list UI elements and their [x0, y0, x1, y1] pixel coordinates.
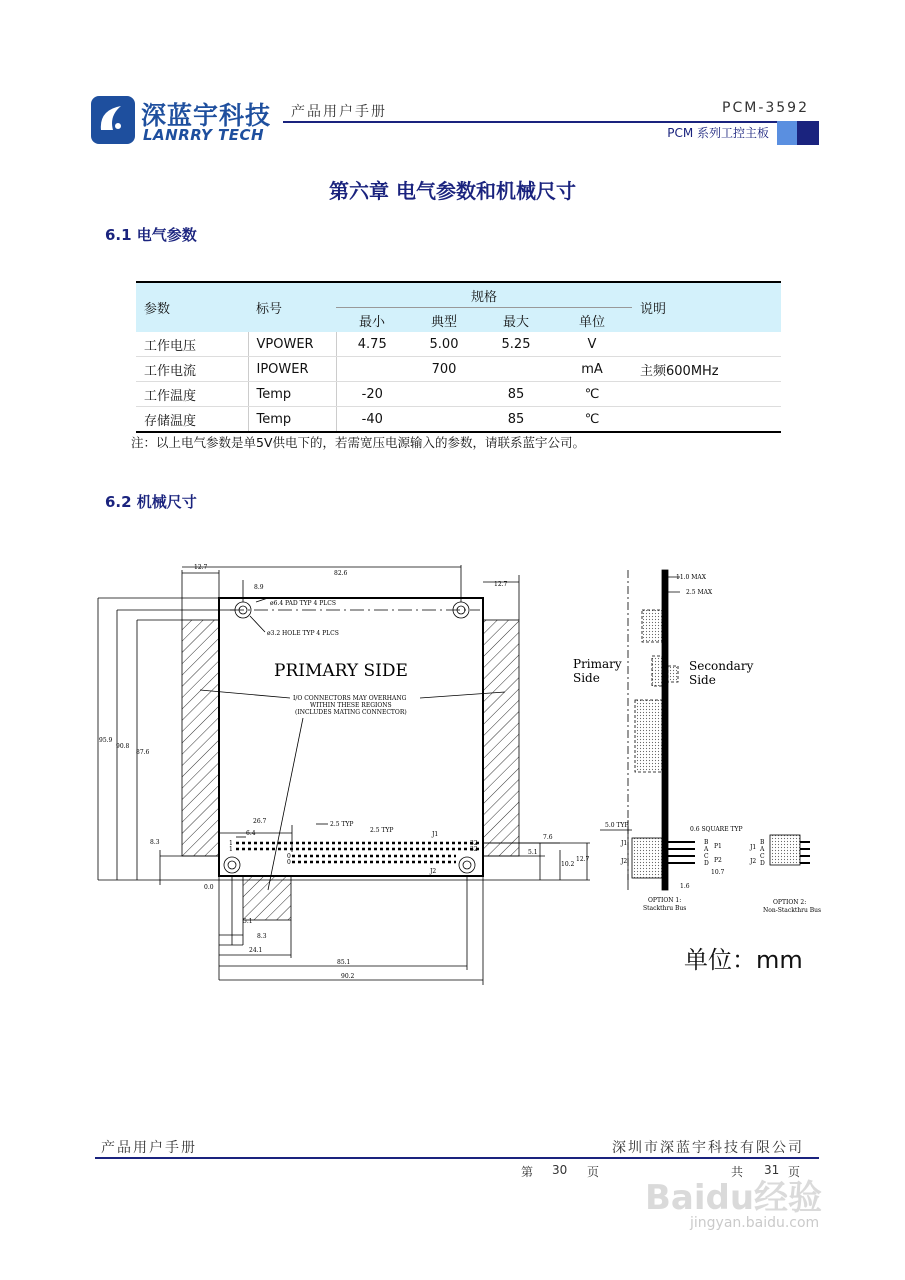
side-connector	[632, 838, 662, 878]
header-desc: 说明	[632, 282, 781, 332]
option2-sub: Non-Stackthru Bus	[763, 907, 822, 914]
side-secondary-label: Secondary	[689, 659, 754, 673]
header-spec: 规格	[336, 282, 632, 308]
overhang-region-right	[483, 620, 519, 856]
mechanical-drawing	[0, 540, 905, 1000]
cell-typ	[408, 407, 480, 433]
table-header-row	[136, 282, 781, 308]
cell-desc	[632, 332, 781, 357]
opt2-row-label: B	[760, 839, 765, 846]
dim-label: 85.1	[337, 959, 351, 966]
dim-label: 12.7	[194, 564, 208, 571]
dim-label: 90.8	[116, 743, 130, 750]
cell-symbol: VPOWER	[248, 332, 336, 357]
cell-symbol: IPOWER	[248, 357, 336, 382]
connector-label-j2: J2	[430, 868, 437, 875]
overhang-region-left	[182, 620, 219, 856]
cell-param: 工作电压	[136, 332, 248, 357]
dim-label: 11.0 MAX	[676, 574, 707, 581]
header-doc-title: 产品用户手册	[291, 104, 387, 120]
dim-label: 24.1	[249, 947, 263, 954]
opt2-row-label: C	[760, 853, 765, 860]
pad-note: ø6.4 PAD TYP 4 PLCS	[270, 600, 336, 607]
page-number: 30	[552, 1163, 568, 1177]
cell-typ: 700	[408, 357, 480, 382]
cell-typ	[408, 382, 480, 407]
table-row	[136, 357, 781, 382]
opt2-j2-label: J2	[750, 858, 757, 865]
dim-label: 10.2	[561, 861, 575, 868]
section-mechanical-title: 6.2 机械尺寸	[105, 493, 197, 511]
dim-label: 87.6	[136, 749, 150, 756]
footer-rule	[95, 1157, 819, 1159]
side-component	[668, 666, 678, 682]
cell-symbol: Temp	[248, 407, 336, 433]
cell-desc: 主频600MHz	[632, 357, 781, 382]
dim-label: 90.2	[341, 973, 355, 980]
option1-sub: Stackthru Bus	[643, 905, 687, 912]
hole-note: ø3.2 HOLE TYP 4 PLCS	[267, 630, 339, 637]
header-param: 参数	[136, 282, 248, 332]
side-component	[635, 700, 662, 772]
header-typ: 典型	[408, 308, 480, 333]
dim-label: 0.0	[204, 884, 214, 891]
pin-label: 1	[229, 846, 233, 853]
dim-label: 6.4	[246, 830, 256, 837]
dim-label: 12.7	[576, 856, 590, 863]
p1-label: P1	[714, 843, 722, 850]
cell-min: -20	[336, 382, 408, 407]
chapter-title: 第六章 电气参数和机械尺寸	[329, 179, 576, 203]
side-primary-label-2: Side	[573, 671, 600, 685]
p2-label: P2	[714, 857, 722, 864]
header-rule	[283, 121, 777, 123]
cell-param: 工作电流	[136, 357, 248, 382]
dim-label: 82.6	[334, 570, 348, 577]
cell-unit: ℃	[552, 407, 632, 433]
dim-label: 0.6 SQUARE TYP	[690, 826, 743, 833]
header-symbol: 标号	[248, 282, 336, 332]
side-secondary-label-2: Side	[689, 673, 716, 687]
overhang-note-1: I/O CONNECTORS MAY OVERHANG	[293, 695, 407, 702]
dim-label: 2.5 TYP	[370, 827, 394, 834]
overhang-note-2: WITHIN THESE REGIONS	[310, 702, 392, 709]
option1-label: OPTION 1:	[648, 897, 682, 904]
cell-max: 85	[480, 382, 552, 407]
row-label: A	[704, 846, 709, 853]
header-unit: 单位	[552, 308, 632, 333]
total-pages: 31	[764, 1163, 780, 1177]
unit-label: 单位：mm	[684, 946, 803, 974]
header-accent-dark	[797, 121, 819, 145]
side-component	[642, 610, 662, 642]
pcb-outline	[219, 598, 483, 876]
company-logo-icon	[91, 96, 135, 144]
dim-label: 8.9	[254, 584, 264, 591]
primary-side-label: PRIMARY SIDE	[274, 661, 408, 681]
footer-company: 深圳市深蓝宇科技有限公司	[612, 1140, 804, 1156]
header-series: PCM 系列工控主板	[667, 126, 769, 140]
pin-label: 0	[287, 859, 291, 866]
overhang-note-3: (INCLUDES MATING CONNECTOR)	[295, 709, 407, 716]
dim-label: 10.7	[711, 869, 725, 876]
table-row	[136, 332, 781, 357]
overhang-region-bottom	[243, 875, 291, 920]
pin-label: 0	[287, 853, 291, 860]
header-min: 最小	[336, 308, 408, 333]
dim-label: 95.9	[99, 737, 113, 744]
page-prefix: 第	[521, 1165, 534, 1179]
side-component	[652, 656, 662, 686]
cell-min	[336, 357, 408, 382]
watermark-brand: Baidu经验	[645, 1178, 823, 1218]
pin-label: 32	[470, 846, 478, 853]
dim-label: 2.5 TYP	[330, 821, 354, 828]
cell-unit: V	[552, 332, 632, 357]
dim-label: 1.6	[680, 883, 690, 890]
side-j2-label: J2	[621, 858, 628, 865]
option2-label: OPTION 2:	[773, 899, 807, 906]
pin-label: 32	[470, 840, 478, 847]
page-suffix: 页	[587, 1165, 600, 1179]
cell-min: -40	[336, 407, 408, 433]
cell-max: 5.25	[480, 332, 552, 357]
cell-min: 4.75	[336, 332, 408, 357]
company-logo-en: LANRRY TECH	[143, 126, 265, 144]
row-label: B	[704, 839, 709, 846]
cell-desc	[632, 407, 781, 433]
dim-label: 7.6	[543, 834, 553, 841]
table-row	[136, 382, 781, 407]
company-logo-cn: 深蓝宇科技	[141, 101, 272, 130]
cell-symbol: Temp	[248, 382, 336, 407]
cell-desc	[632, 382, 781, 407]
electrical-params-table	[136, 281, 781, 433]
table-row	[136, 407, 781, 433]
dim-label: 5.0 TYP	[605, 822, 629, 829]
opt2-j1-label: J1	[750, 844, 757, 851]
total-prefix: 共	[731, 1165, 744, 1179]
opt2-row-label: D	[760, 860, 765, 867]
side-pcb	[662, 570, 668, 890]
cell-unit: ℃	[552, 382, 632, 407]
dim-label: 2.5 MAX	[686, 589, 713, 596]
section-electrical-title: 6.1 电气参数	[105, 226, 197, 244]
cell-max	[480, 357, 552, 382]
dim-label: 5.1	[243, 918, 253, 925]
footer-doc-title: 产品用户手册	[101, 1140, 197, 1156]
total-suffix: 页	[788, 1165, 801, 1179]
dim-label: 8.3	[150, 839, 160, 846]
cell-max: 85	[480, 407, 552, 433]
option2-connector	[770, 835, 800, 865]
row-label: D	[704, 860, 709, 867]
opt2-row-label: A	[760, 846, 765, 853]
table-note: 注：以上电气参数是单5V供电下的，若需宽压电源输入的参数，请联系蓝宇公司。	[131, 435, 586, 450]
watermark-url: jingyan.baidu.com	[690, 1215, 820, 1231]
cell-unit: mA	[552, 357, 632, 382]
row-label: C	[704, 853, 709, 860]
dim-label: 5.1	[528, 849, 538, 856]
header-accent-light	[777, 121, 797, 145]
side-primary-label: Primary	[573, 657, 622, 671]
dim-label: 12.7	[494, 581, 508, 588]
connector-label-j1: J1	[432, 831, 439, 838]
cell-typ: 5.00	[408, 332, 480, 357]
header-model: PCM-3592	[722, 100, 809, 116]
side-j1-label: J1	[621, 840, 628, 847]
cell-param: 工作温度	[136, 382, 248, 407]
dim-label: 26.7	[253, 818, 267, 825]
dim-label: 8.3	[257, 933, 267, 940]
cell-param: 存储温度	[136, 407, 248, 433]
header-max: 最大	[480, 308, 552, 333]
pin-label: 1	[229, 840, 233, 847]
